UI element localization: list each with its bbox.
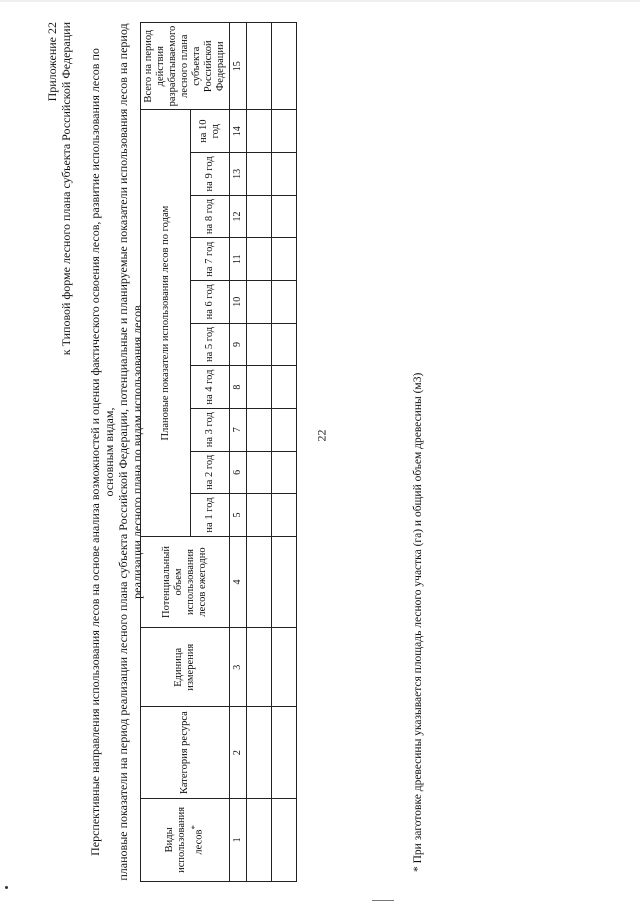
table-cell bbox=[247, 323, 272, 366]
header-row-1 bbox=[141, 23, 191, 882]
table-cell bbox=[247, 366, 272, 409]
col-number: 15 bbox=[230, 23, 247, 110]
table-cell bbox=[272, 323, 297, 366]
col-number: 1 bbox=[230, 798, 247, 881]
table-cell bbox=[272, 536, 297, 627]
column-number-row bbox=[230, 23, 247, 882]
table-cell bbox=[272, 195, 297, 238]
table-cell bbox=[247, 707, 272, 798]
header-year-5: на 5 год bbox=[191, 323, 230, 366]
header-planned-indicators: Плановые показатели использования лесов по годам bbox=[141, 110, 191, 536]
heading-line-1: Перспективные направления использования лесов на основе анализа возможностей и оценки фактического освоения лесов, развитие использования лесов по основным видам, bbox=[88, 48, 116, 856]
col-number: 14 bbox=[230, 110, 247, 153]
document-heading bbox=[88, 22, 144, 882]
table-cell bbox=[247, 494, 272, 537]
col-number: 9 bbox=[230, 323, 247, 366]
header-col1-label: Виды использования лесов bbox=[164, 806, 205, 873]
table-cell bbox=[272, 23, 297, 110]
col-number: 4 bbox=[230, 536, 247, 627]
header-year-3: на 3 год bbox=[191, 408, 230, 451]
table-cell bbox=[247, 536, 272, 627]
table-cell bbox=[272, 798, 297, 881]
table-cell bbox=[247, 195, 272, 238]
header-year-10: на 10 год bbox=[191, 110, 230, 153]
col-number: 7 bbox=[230, 408, 247, 451]
table-cell bbox=[247, 153, 272, 196]
table-cell bbox=[272, 280, 297, 323]
scan-edge bbox=[0, 0, 640, 2]
header-year-6: на 6 год bbox=[191, 280, 230, 323]
footnote-mark: * bbox=[189, 825, 200, 830]
header-year-9: на 9 год bbox=[191, 153, 230, 196]
table-cell bbox=[272, 494, 297, 537]
table-cell bbox=[247, 628, 272, 707]
col-number: 5 bbox=[230, 494, 247, 537]
table-cell bbox=[247, 408, 272, 451]
col-number: 12 bbox=[230, 195, 247, 238]
table-cell bbox=[272, 110, 297, 153]
col-number: 3 bbox=[230, 628, 247, 707]
table-cell bbox=[247, 280, 272, 323]
heading-line-2: плановые показатели на период реализации лесного плана субъекта Российской Федерации, потенциальные и планируемые показатели использования лесов на период bbox=[116, 23, 130, 881]
scan-mark bbox=[372, 900, 394, 901]
table-cell bbox=[247, 110, 272, 153]
col-number: 10 bbox=[230, 280, 247, 323]
table-cell bbox=[247, 23, 272, 110]
header-resource-category: Категория ресурса bbox=[141, 707, 230, 798]
scan-mark bbox=[5, 886, 8, 889]
col-number: 13 bbox=[230, 153, 247, 196]
table-cell bbox=[272, 366, 297, 409]
col-number: 2 bbox=[230, 707, 247, 798]
header-forest-use-types bbox=[141, 798, 230, 881]
table-cell bbox=[247, 451, 272, 494]
header-year-8: на 8 год bbox=[191, 195, 230, 238]
table-cell bbox=[272, 238, 297, 281]
header-year-7: на 7 год bbox=[191, 238, 230, 281]
appendix-note bbox=[45, 22, 73, 355]
header-year-4: на 4 год bbox=[191, 366, 230, 409]
table-row bbox=[247, 23, 272, 882]
table-cell bbox=[272, 628, 297, 707]
forest-use-table bbox=[140, 22, 297, 882]
table-row bbox=[272, 23, 297, 882]
table-cell bbox=[247, 798, 272, 881]
heading-line-3: реализации лесного плана по видам использования лесов bbox=[130, 305, 144, 599]
col-number: 8 bbox=[230, 366, 247, 409]
header-year-2: на 2 год bbox=[191, 451, 230, 494]
page-number: 22 bbox=[314, 429, 329, 442]
table-cell bbox=[272, 408, 297, 451]
table-cell bbox=[272, 153, 297, 196]
appendix-line-1: Приложение 22 bbox=[45, 22, 59, 102]
header-year-1: на 1 год bbox=[191, 494, 230, 537]
col-number: 11 bbox=[230, 238, 247, 281]
table-cell bbox=[247, 238, 272, 281]
header-total-period: Всего на период действия разрабатываемого лесного плана субъекта Российской Федерации bbox=[141, 23, 230, 110]
table-cell bbox=[272, 707, 297, 798]
col-number: 6 bbox=[230, 451, 247, 494]
landscape-page bbox=[40, 22, 600, 882]
appendix-line-2: к Типовой форме лесного плана субъекта Российской Федерации bbox=[59, 22, 73, 356]
header-potential-volume: Потенциальный объем использования лесов ежегодно bbox=[141, 536, 230, 627]
table-cell bbox=[272, 451, 297, 494]
header-unit: Единица измерения bbox=[141, 628, 230, 707]
footnote: * При заготовке древесины указывается площадь лесного участка (га) и общий объем древесины (м3) bbox=[412, 372, 424, 872]
